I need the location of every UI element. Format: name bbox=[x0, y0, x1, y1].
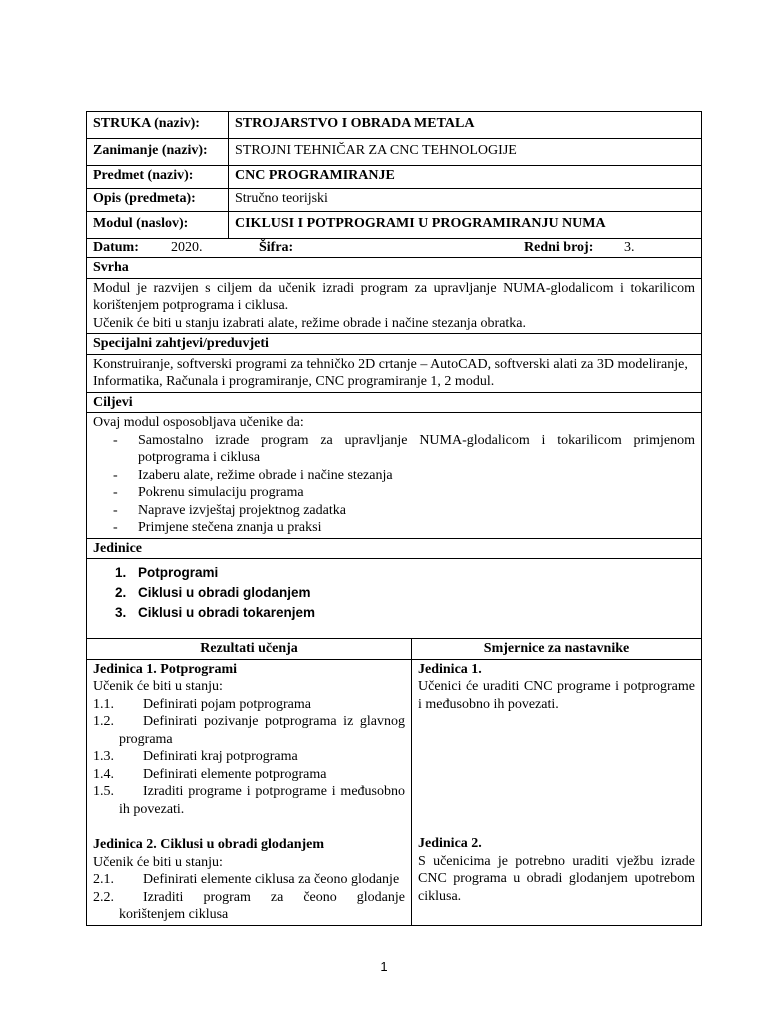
unit-2-guide-title: Jedinica 2. bbox=[418, 836, 482, 851]
results-table bbox=[86, 638, 702, 926]
module-table bbox=[86, 111, 702, 639]
ciljevi-title: Ciljevi bbox=[87, 392, 702, 413]
struka-row bbox=[87, 112, 702, 139]
zahtjevi-title: Specijalni zahtjevi/preduvjeti bbox=[87, 334, 702, 355]
unit-1-intro: Učenik će biti u stanju: bbox=[93, 679, 223, 694]
zanimanje-label: Zanimanje (naziv): bbox=[87, 139, 229, 166]
sifra-label: Šifra: bbox=[259, 240, 294, 255]
results-header-row bbox=[87, 639, 702, 660]
svrha-title-row bbox=[87, 258, 702, 279]
predmet-value: CNC PROGRAMIRANJE bbox=[229, 166, 702, 189]
zanimanje-value: STROJNI TEHNIČAR ZA CNC TEHNOLOGIJE bbox=[229, 139, 702, 166]
svrha-body-row bbox=[87, 278, 702, 334]
unit-2-outcomes bbox=[93, 871, 405, 924]
guidelines-col-header: Smjernice za nastavnike bbox=[412, 639, 702, 660]
redni-label: Redni broj: bbox=[524, 240, 594, 255]
outcome-item: 1.2. Definirati pozivanje potprograma iz glavnog programa bbox=[93, 714, 405, 747]
jedinice-title: Jedinice bbox=[87, 538, 702, 559]
datum-label: Datum: bbox=[93, 240, 139, 255]
zanimanje-row bbox=[87, 139, 702, 166]
modul-label: Modul (naslov): bbox=[87, 212, 229, 239]
document-page bbox=[86, 111, 701, 926]
svrha-line-1: Modul je razvijen s ciljem da učenik izradi program za upravljanje NUMA-glodalicom i tokarilicom korištenjem potprograma i ciklusa. bbox=[93, 280, 695, 313]
ciljevi-title-row bbox=[87, 392, 702, 413]
outcome-item: 2.1. Definirati elemente ciklusa za čeono glodanje bbox=[93, 872, 400, 887]
zahtjevi-body-row bbox=[87, 354, 702, 392]
jedinice-list bbox=[93, 559, 695, 637]
struka-label: STRUKA (naziv): bbox=[87, 112, 229, 139]
ciljevi-item: - Naprave izvještaj projektnog zadatka bbox=[93, 502, 695, 520]
opis-value: Stručno teorijski bbox=[229, 189, 702, 212]
ciljevi-item: - Pokrenu simulaciju programa bbox=[93, 484, 695, 502]
svrha-title: Svrha bbox=[87, 258, 702, 279]
ciljevi-item: - Primjene stečena znanja u praksi bbox=[93, 519, 695, 537]
jedinica-item: 1. Potprogrami bbox=[115, 565, 219, 580]
jedinice-body-row bbox=[87, 559, 702, 639]
unit-1-title: Jedinica 1. Potprogrami bbox=[93, 661, 238, 677]
opis-label: Opis (predmeta): bbox=[87, 189, 229, 212]
struka-value: STROJARSTVO I OBRADA METALA bbox=[229, 112, 702, 139]
ciljevi-intro: Ovaj modul osposobljava učenike da: bbox=[93, 415, 304, 430]
redni-value: 3. bbox=[624, 240, 635, 255]
results-col-header: Rezultati učenja bbox=[87, 639, 412, 660]
jedinice-title-row bbox=[87, 538, 702, 559]
ciljevi-body-row bbox=[87, 413, 702, 539]
predmet-label: Predmet (naziv): bbox=[87, 166, 229, 189]
svrha-line-2: Učenik će biti u stanju izabrati alate, režime obrade i načine stezanja obratka. bbox=[93, 315, 527, 331]
unit-2-guide-text: S učenicima je potrebno uraditi vježbu izrade CNC programa u obradi glodanjem upotrebom ciklusa. bbox=[418, 853, 695, 904]
page-number: 1 bbox=[380, 959, 388, 974]
outcome-item: 1.3. Definirati kraj potprograma bbox=[93, 749, 298, 764]
predmet-row bbox=[87, 166, 702, 189]
unit-1-guide-title: Jedinica 1. bbox=[418, 661, 482, 677]
unit-2-intro: Učenik će biti u stanju: bbox=[93, 854, 223, 870]
outcome-item: 2.2. Izraditi program za čeono glodanje korištenjem ciklusa bbox=[93, 889, 405, 922]
outcome-item: 1.1. Definirati pojam potprograma bbox=[93, 696, 311, 712]
jedinica-item: 2. Ciklusi u obradi glodanjem bbox=[115, 585, 311, 600]
outcome-item: 1.5. Izraditi programe i potprograme i međusobno ih povezati. bbox=[93, 784, 405, 817]
results-body-row bbox=[87, 659, 702, 925]
unit-1-outcomes bbox=[93, 696, 405, 819]
modul-value: CIKLUSI I POTPROGRAMI U PROGRAMIRANJU NUMA bbox=[229, 212, 702, 239]
outcome-item: 1.4. Definirati elemente potprograma bbox=[93, 766, 327, 782]
zahtjevi-text: Konstruiranje, softverski programi za tehničko 2D crtanje – AutoCAD, softverski alati za 3D modeliranje, Informatika, Računala i programiranje, CNC programiranje 1, 2 modul. bbox=[87, 354, 702, 392]
ciljevi-list bbox=[93, 432, 695, 537]
jedinica-item: 3. Ciklusi u obradi tokarenjem bbox=[115, 605, 316, 620]
datum-row bbox=[87, 239, 702, 258]
zahtjevi-title-row bbox=[87, 334, 702, 355]
ciljevi-item: - Izaberu alate, režime obrade i načine stezanja bbox=[93, 467, 695, 485]
modul-row bbox=[87, 212, 702, 239]
unit-2-title: Jedinica 2. Ciklusi u obradi glodanjem bbox=[93, 837, 325, 852]
ciljevi-item: - Samostalno izrade program za upravljanje NUMA-glodalicom i tokarilicom primjenom potprograma i ciklusa bbox=[93, 432, 695, 467]
opis-row bbox=[87, 189, 702, 212]
unit-1-guide-text: Učenici će uraditi CNC programe i potprograme i međusobno ih povezati. bbox=[418, 679, 695, 712]
datum-value: 2020. bbox=[171, 240, 203, 255]
